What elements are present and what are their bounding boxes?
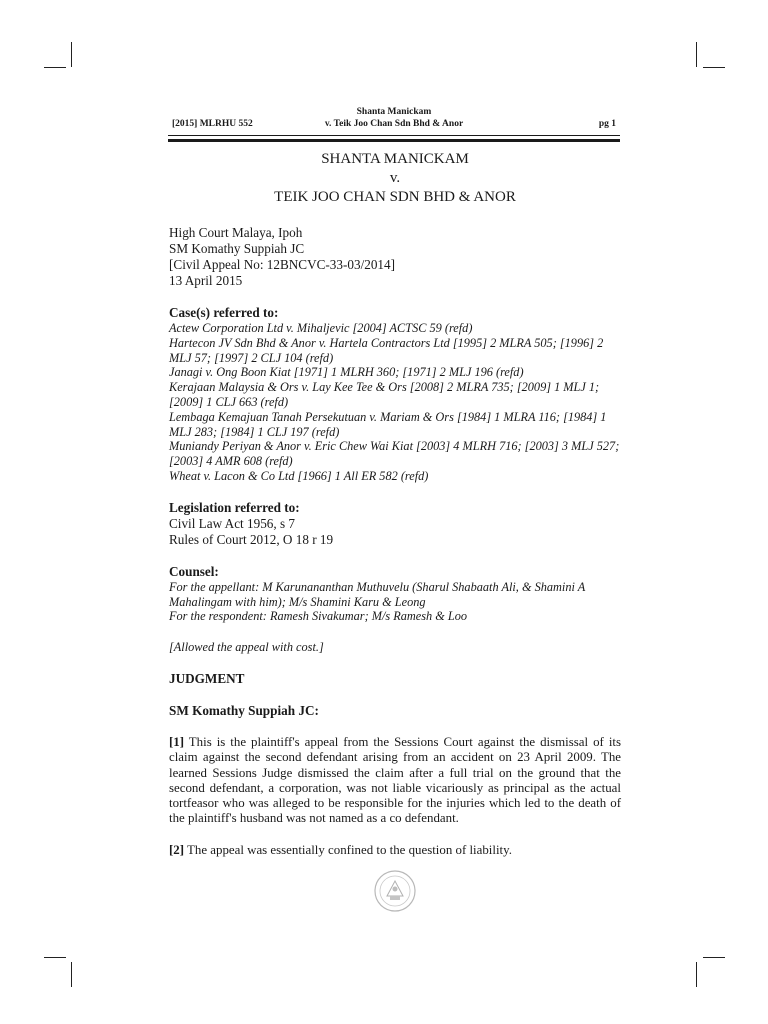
outcome-note: [Allowed the appeal with cost.] (169, 640, 324, 655)
judge-heading: SM Komathy Suppiah JC: (169, 702, 319, 718)
paragraph-text: This is the plaintiff's appeal from the Sessions Court against the dismissal of its claim against the second defendant arising from an accident on 23 April 2009. The learned Sessions Judge dismissed the claim after a full trial on the ground that the second defendant, a corporation, was not liable vicariously as principal as the actual tortfeasor who was alleged to be responsible for the injuries which led to the death of the plaintiff's husband was not named as a co defendant. (169, 734, 621, 826)
counsel-heading: Counsel: (169, 563, 219, 579)
court-seal-icon (373, 869, 417, 913)
judgment-heading: JUDGMENT (169, 670, 245, 686)
crop-mark-br-h (703, 957, 725, 958)
counsel-section (169, 564, 621, 624)
header-rule-thin (168, 135, 620, 136)
cases-heading: Case(s) referred to: (169, 305, 279, 320)
case-item: Wheat v. Lacon & Co Ltd [1966] 1 All ER 582 (refd) (169, 468, 429, 483)
legislation-section (169, 500, 621, 548)
document-body (169, 150, 621, 858)
crop-mark-br-v (696, 962, 697, 987)
judge-name: SM Komathy Suppiah JC (169, 241, 305, 256)
paragraph-number: [1] (169, 734, 185, 749)
title-defendant: TEIK JOO CHAN SDN BHD & ANOR (274, 189, 516, 205)
case-item: Janagi v. Ong Boon Kiat [1971] 1 MLRH 360; [1971] 2 MLJ 196 (refd) (169, 365, 524, 380)
header-parties-line2: v. Teik Joo Chan Sdn Bhd & Anor (324, 119, 464, 129)
counsel-appellant: For the appellant: M Karunananthan Muthuvelu (Sharul Shabaath Ali, & Shamini A Mahalingam with him); M/s Shamini Karu & Leong (169, 579, 586, 609)
judgment-date: 13 April 2015 (169, 273, 243, 288)
case-title (169, 150, 621, 207)
crop-mark-bl-v (71, 962, 72, 987)
case-item: Muniandy Periyan & Anor v. Eric Chew Wai Kiat [2003] 4 MLRH 716; [2003] 3 MLJ 527; [2003] 4 AMR 608 (refd) (169, 439, 620, 469)
header-page-number: pg 1 (598, 119, 616, 129)
legislation-heading: Legislation referred to: (169, 499, 300, 515)
crop-mark-bl-h (44, 957, 66, 958)
title-plaintiff: SHANTA MANICKAM (321, 151, 469, 167)
appeal-number: [Civil Appeal No: 12BNCVC-33-03/2014] (169, 257, 396, 272)
legislation-item: Civil Law Act 1956, s 7 (169, 515, 296, 531)
paragraph-1 (169, 735, 621, 827)
crop-mark-tl-h (44, 67, 66, 68)
crop-mark-tr-v (696, 42, 697, 67)
court-info (169, 225, 621, 289)
case-item: Actew Corporation Ltd v. Mihaljevic [2004] ACTSC 59 (refd) (169, 321, 473, 335)
header-parties-line1: Shanta Manickam (356, 107, 432, 117)
title-versus: v. (389, 170, 401, 186)
case-item: Kerajaan Malaysia & Ors v. Lay Kee Tee & Ors [2008] 2 MLRA 735; [2009] 1 MLJ 1; [2009] 1 CLJ 663 (refd) (169, 380, 600, 409)
cases-referred-section (169, 305, 621, 484)
paragraph-2 (169, 843, 621, 858)
crop-mark-tl-v (71, 42, 72, 67)
legislation-item: Rules of Court 2012, O 18 r 19 (169, 531, 334, 547)
paragraph-text: The appeal was essentially confined to the question of liability. (187, 842, 512, 857)
case-item: Hartecon JV Sdn Bhd & Anor v. Hartela Contractors Ltd [1995] 2 MLRA 505; [1996] 2 MLJ 57; [1997] 2 CLJ 104 (refd) (169, 335, 604, 365)
case-item: Lembaga Kemajuan Tanah Persekutuan v. Mariam & Ors [1984] 1 MLRA 116; [1984] 1 MLJ 283; [1984] 1 CLJ 197 (refd) (169, 409, 607, 439)
running-header (168, 106, 620, 132)
court-name: High Court Malaya, Ipoh (169, 225, 303, 240)
paragraph-number: [2] (169, 842, 185, 857)
header-citation: [2015] MLRHU 552 (172, 119, 253, 129)
crop-mark-tr-h (703, 67, 725, 68)
header-parties (168, 106, 620, 130)
counsel-respondent: For the respondent: Ramesh Sivakumar; M/s Ramesh & Loo (169, 609, 468, 624)
header-rule-thick (168, 139, 620, 142)
